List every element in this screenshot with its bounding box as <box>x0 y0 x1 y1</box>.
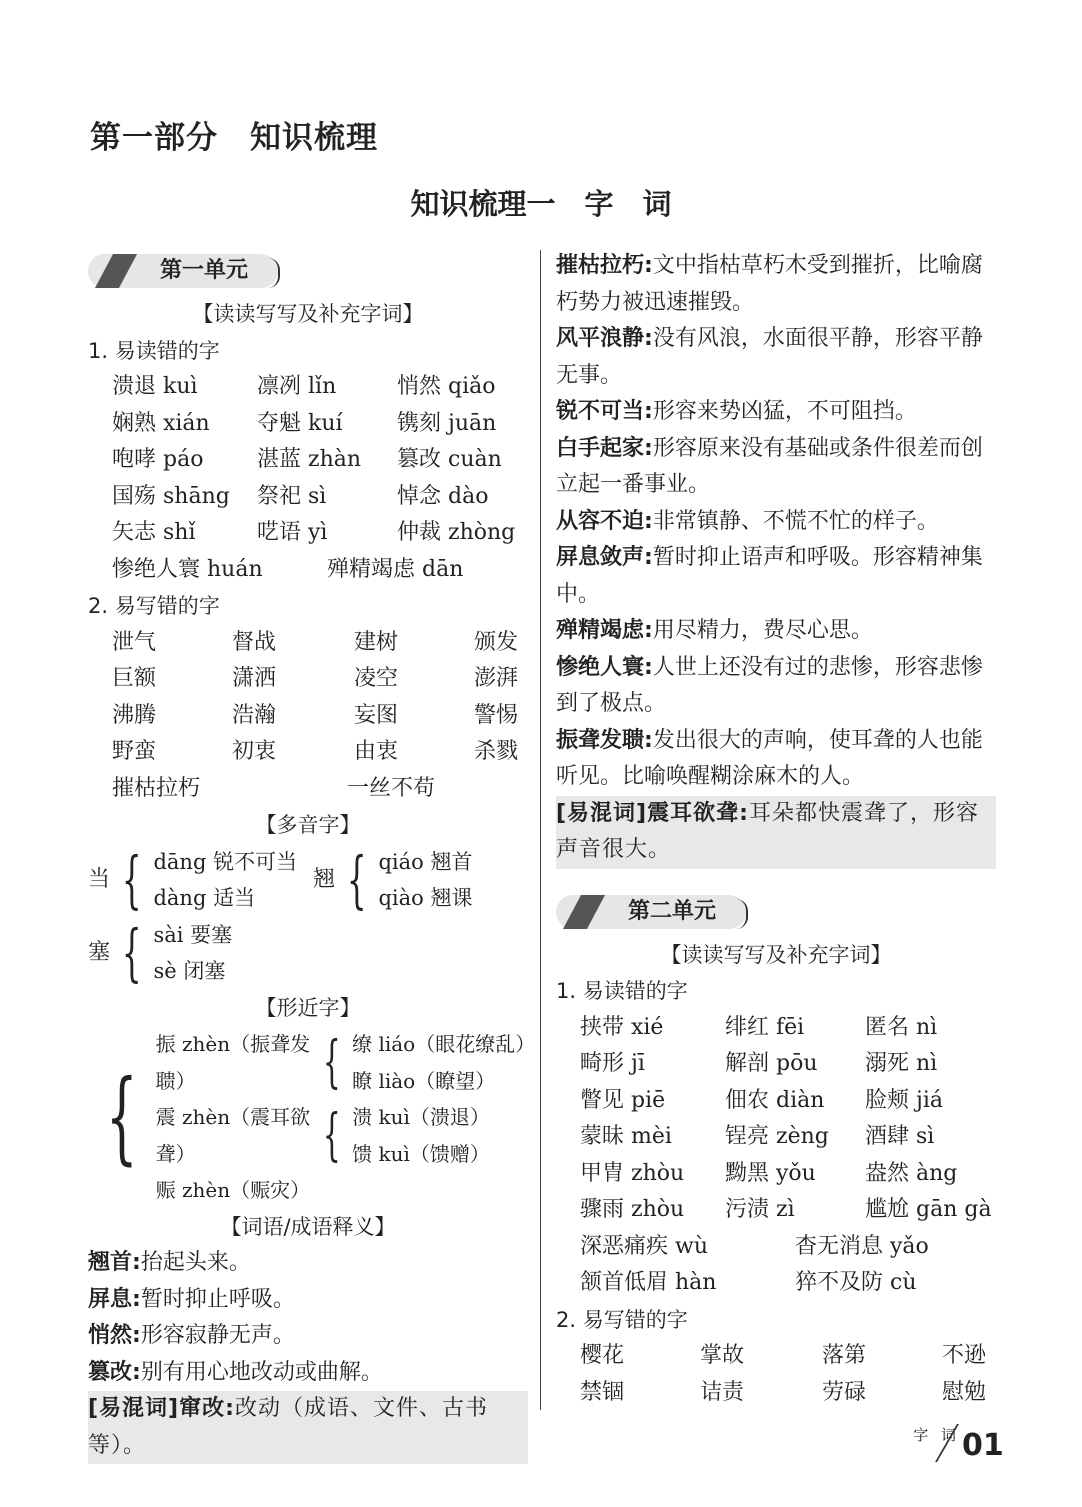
definition-item <box>556 504 996 541</box>
definition-item <box>556 431 996 504</box>
word-item: 督战 <box>232 629 277 655</box>
definition-text: 用尽精力，费尽心思。 <box>652 618 873 643</box>
word-item: 澎湃 <box>474 666 519 691</box>
word-item: 樱花 <box>580 1343 625 1368</box>
polyphone-reading: dàng 适当 <box>153 886 256 910</box>
word-item: 悼念 dào <box>397 483 489 509</box>
word-item: 夺魁 kuí <box>257 410 343 436</box>
word-item: 骤雨 zhòu <box>580 1197 685 1222</box>
part-title: 第一部分 知识梳理 <box>90 120 378 156</box>
definition-term: 锐不可当: <box>556 399 653 424</box>
word-item: 盎然 àng <box>865 1160 958 1186</box>
section-heading: 【读读写写及补充字词】 <box>192 302 424 326</box>
definition-text: 非常镇静、不慌不忙的样子。 <box>652 508 939 534</box>
definition-item <box>556 248 996 321</box>
word-item: 挟带 xié <box>580 1014 664 1040</box>
word-row <box>88 442 528 479</box>
word-row <box>556 1046 996 1083</box>
word-item: 颁发 <box>474 629 519 655</box>
polyphone-reading: qiáo 翘首 <box>378 849 473 874</box>
polyphone-item <box>88 844 313 917</box>
definition-term: 翘首: <box>88 1250 141 1275</box>
definition-item <box>88 1318 528 1355</box>
word-item: 沸腾 <box>112 702 157 728</box>
word-item: 镌刻 juān <box>397 410 497 436</box>
definition-item <box>556 613 996 650</box>
word-item: 黝黑 yǒu <box>725 1160 816 1186</box>
polyphone-char: 塞 <box>88 939 111 965</box>
unit-heading <box>88 252 528 292</box>
definition-text: 形容来势凶猛，不可阻挡。 <box>652 399 917 424</box>
word-row <box>88 625 528 662</box>
definition-term: 振聋发聩: <box>556 727 653 753</box>
subsection-heading: 1. 易读错的字 <box>88 338 220 363</box>
word-item: 杳无消息 yǎo <box>795 1233 929 1259</box>
polyphone-reading: sè 闭塞 <box>153 959 226 983</box>
confusable-note <box>556 796 996 869</box>
definition-list <box>88 1245 528 1391</box>
similar-chars <box>88 1026 536 1209</box>
confusable-term: 震耳欲聋: <box>647 800 749 826</box>
word-item: 国殇 shāng <box>112 483 230 509</box>
word-row <box>88 698 528 735</box>
word-item: 畸形 jī <box>580 1051 645 1076</box>
polyphone-reading: dāng 锐不可当 <box>153 849 298 874</box>
word-row <box>556 1192 996 1229</box>
word-item: 野蛮 <box>112 739 157 764</box>
definition-text: 别有用心地改动或曲解。 <box>140 1359 383 1385</box>
word-item: 尴尬 gān gà <box>865 1197 992 1222</box>
word-row <box>556 1375 996 1412</box>
word-item: 呓语 yì <box>257 520 328 545</box>
definition-term: 从容不迫: <box>556 508 653 534</box>
definition-term: 惨绝人寰: <box>556 654 653 680</box>
definition-term: 屏息: <box>88 1286 141 1312</box>
confusable-text: 改动（成语、文件、古书等）。 <box>88 1396 488 1458</box>
word-item: 湛蓝 zhàn <box>257 447 362 472</box>
word-item: 初衷 <box>232 739 277 764</box>
definition-list <box>556 248 996 796</box>
definition-term: 篡改: <box>88 1359 141 1385</box>
similar-item: 缭 liáo（眼花缭乱） <box>352 1032 536 1056</box>
word-item: 潇洒 <box>232 666 277 691</box>
word-item: 脸颊 jiá <box>865 1087 943 1113</box>
word-item: 溺死 nì <box>865 1051 938 1076</box>
brace: { <box>346 843 367 916</box>
word-item: 落第 <box>822 1343 867 1368</box>
polyphone-reading: sài 要塞 <box>153 922 233 947</box>
word-item: 杀戮 <box>474 739 519 764</box>
polyphone-char: 翘 <box>313 866 336 892</box>
word-row <box>88 406 528 443</box>
word-item: 巨额 <box>112 666 157 691</box>
definition-item <box>556 723 996 796</box>
page-number: 01 <box>962 1428 1004 1463</box>
easy-read-last-row <box>88 552 528 589</box>
word-item: 悄然 qiǎo <box>397 374 496 399</box>
word-item: 摧枯拉朽 <box>112 775 201 801</box>
confusable-note <box>88 1391 528 1464</box>
word-item: 祭祀 sì <box>257 483 327 509</box>
brace: { <box>121 916 142 989</box>
definition-item <box>556 394 996 431</box>
word-item: 浩瀚 <box>232 702 277 728</box>
easy-write-list <box>88 625 528 771</box>
word-item: 颔首低眉 hàn <box>580 1270 717 1295</box>
word-item: 蒙昧 mèi <box>580 1124 672 1149</box>
definition-term: 殚精竭虑: <box>556 618 653 643</box>
word-item: 惨绝人寰 huán <box>112 556 263 582</box>
word-item: 慰勉 <box>942 1379 987 1405</box>
word-row <box>556 1119 996 1156</box>
section-heading: 【读读写写及补充字词】 <box>660 942 892 967</box>
definition-text: 抬起头来。 <box>140 1250 251 1275</box>
word-row <box>556 1338 996 1375</box>
unit-title: 第一单元 <box>160 258 249 283</box>
definition-term: 白手起家: <box>556 435 653 461</box>
confusable-tag: [易混词] <box>88 1396 180 1421</box>
word-item: 由衷 <box>354 739 399 764</box>
word-item: 酒肆 sì <box>865 1124 935 1149</box>
word-item: 污渍 zì <box>725 1197 795 1222</box>
word-item: 深恶痛疾 wù <box>580 1233 708 1259</box>
definition-term: 风平浪静: <box>556 326 653 351</box>
word-row <box>556 1083 996 1120</box>
easy-read-list <box>88 369 528 552</box>
polyphone-char: 当 <box>88 866 111 892</box>
word-item: 建树 <box>354 629 399 655</box>
definition-text: 形容寂静无声。 <box>140 1323 295 1348</box>
word-item: 甲胄 zhòu <box>580 1160 685 1186</box>
definition-item <box>556 540 996 613</box>
word-item: 锃亮 zèng <box>725 1124 829 1149</box>
footer-label: 字 词 <box>913 1426 960 1444</box>
right-column <box>556 248 996 1411</box>
word-row <box>556 1010 996 1047</box>
word-item: 不逊 <box>942 1343 987 1368</box>
left-column <box>88 250 536 1464</box>
definition-term: 悄然: <box>88 1323 141 1348</box>
chapter-title: 知识梳理一 字 词 <box>410 187 672 221</box>
subsection-heading: 1. 易读错的字 <box>556 979 688 1003</box>
easy-read-list <box>556 1010 996 1229</box>
definition-term: 摧枯拉朽: <box>556 253 653 278</box>
word-item: 溃退 kuì <box>112 374 198 399</box>
word-item: 瞥见 piē <box>580 1087 666 1113</box>
word-row <box>88 515 528 552</box>
word-row <box>88 734 528 771</box>
word-item: 猝不及防 cù <box>795 1270 917 1295</box>
word-item: 一丝不苟 <box>347 775 436 801</box>
word-row <box>88 369 528 406</box>
word-row <box>556 1156 996 1193</box>
definition-term: 屏息敛声: <box>556 545 653 570</box>
word-row <box>556 1229 996 1266</box>
brace: { <box>121 843 142 916</box>
word-row <box>88 661 528 698</box>
definition-item <box>88 1282 528 1319</box>
word-item: 凌空 <box>354 666 399 691</box>
similar-item: 馈 kuì（馈赠） <box>352 1141 490 1166</box>
word-item: 禁锢 <box>580 1379 625 1405</box>
polyphone-group <box>88 844 528 917</box>
definition-text: 形容原来没有基础或条件很差而创立起一番事业。 <box>556 435 983 497</box>
easy-read-last-rows <box>556 1229 996 1302</box>
easy-write-list <box>556 1338 996 1411</box>
word-item: 咆哮 páo <box>112 447 204 472</box>
word-item: 凛冽 lǐn <box>257 374 337 399</box>
word-item: 仲裁 zhòng <box>397 520 516 545</box>
confusable-term: 窜改: <box>179 1396 235 1421</box>
word-item: 泄气 <box>112 629 157 655</box>
easy-write-last-row <box>88 771 528 808</box>
word-item: 篡改 cuàn <box>397 447 502 472</box>
definition-text: 文中指枯草朽木受到摧折，比喻腐朽势力被迅速摧毁。 <box>556 253 983 315</box>
confusable-text: 耳朵都快震聋了，形容声音很大。 <box>556 800 979 862</box>
definition-item <box>88 1355 528 1392</box>
similar-item: 溃 kuì（溃退） <box>352 1105 490 1129</box>
word-item: 诘责 <box>700 1379 745 1405</box>
definition-item <box>88 1245 528 1282</box>
word-item: 绯红 fēi <box>725 1014 805 1040</box>
unit-heading <box>556 893 996 933</box>
word-item: 劳碌 <box>822 1379 867 1405</box>
word-row <box>88 479 528 516</box>
unit-title: 第二单元 <box>628 898 717 924</box>
word-item: 娴熟 xián <box>112 410 210 436</box>
word-item: 矢志 shǐ <box>112 520 196 545</box>
similar-group <box>312 1099 528 1172</box>
word-item: 匿名 nì <box>865 1014 938 1040</box>
word-item: 解剖 pōu <box>725 1051 818 1076</box>
similar-item: 震 zhèn（震耳欲聋） <box>155 1105 311 1166</box>
brace: { <box>105 1058 138 1176</box>
definition-text: 发出很大的声响，使耳聋的人也能听见。比喻唤醒糊涂麻木的人。 <box>556 727 983 789</box>
word-item: 妄图 <box>354 702 399 728</box>
confusable-tag: [易混词] <box>556 800 648 826</box>
definition-item <box>556 650 996 723</box>
similar-item: 振 zhèn（振聋发聩） <box>155 1032 311 1093</box>
definition-item <box>556 321 996 394</box>
subsection-heading: 2. 易写错的字 <box>88 594 220 618</box>
definition-text: 人世上还没有过的悲惨，形容悲惨到了极点。 <box>556 654 983 716</box>
polyphone-item <box>313 844 472 917</box>
word-row <box>556 1265 996 1302</box>
similar-group <box>88 1026 312 1209</box>
word-item: 警惕 <box>474 702 519 728</box>
definition-text: 没有风浪，水面很平静，形容平静无事。 <box>556 326 983 388</box>
similar-item: 瞭 liào（瞭望） <box>352 1068 496 1093</box>
word-item: 佃农 diàn <box>725 1087 825 1113</box>
similar-group <box>312 1026 536 1099</box>
section-heading: 【多音字】 <box>255 813 361 837</box>
section-heading: 【词语/成语释义】 <box>220 1214 396 1239</box>
word-item: 殚精竭虑 dān <box>327 556 464 582</box>
section-heading: 【形近字】 <box>255 995 361 1020</box>
word-item: 掌故 <box>700 1343 745 1368</box>
polyphone-reading: qiào 翘课 <box>378 886 473 910</box>
brace: { <box>323 1102 342 1168</box>
polyphone-item <box>88 917 528 990</box>
brace: { <box>323 1029 342 1095</box>
definition-text: 暂时抑止语声和呼吸。形容精神集中。 <box>556 545 983 607</box>
similar-item: 赈 zhèn（赈灾） <box>155 1178 311 1202</box>
subsection-heading: 2. 易写错的字 <box>556 1307 688 1332</box>
definition-text: 暂时抑止呼吸。 <box>140 1286 295 1312</box>
